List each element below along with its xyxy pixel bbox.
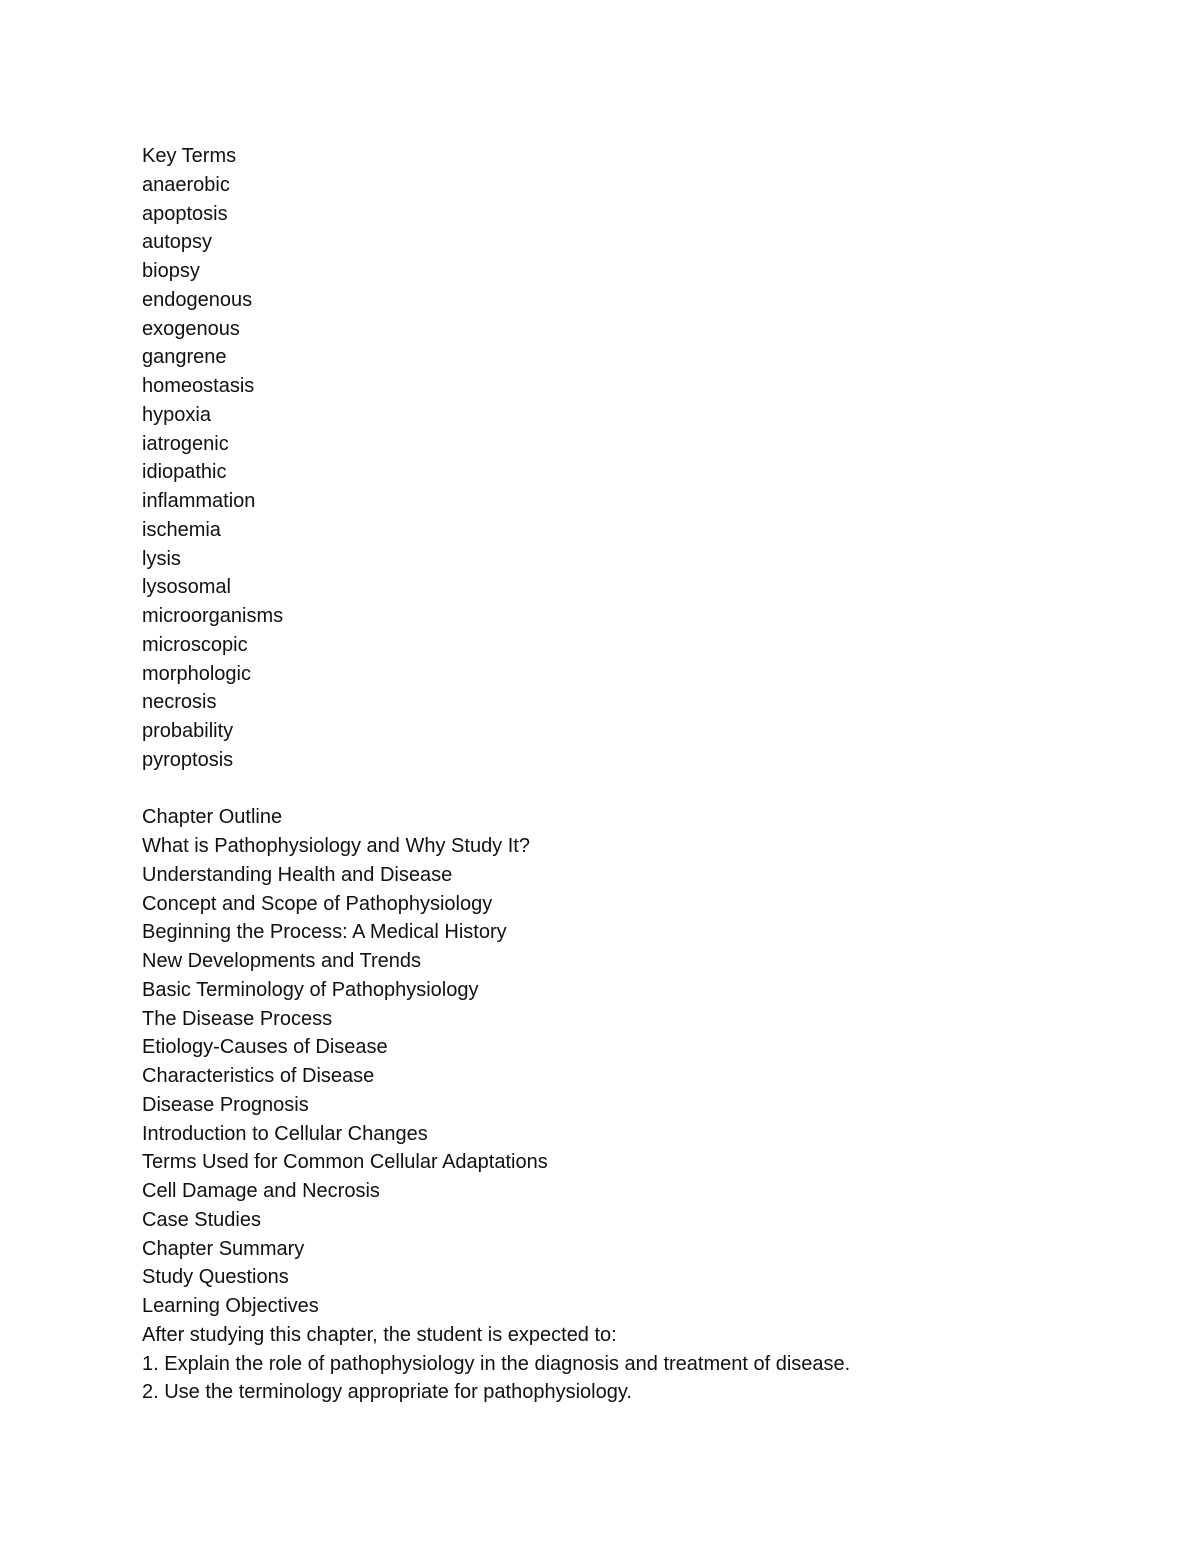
key-term: endogenous [142, 288, 253, 311]
objective-item: 1. Explain the role of pathophysiology in the diagnosis and treatment of disease. [142, 1352, 851, 1375]
key-terms-list [142, 171, 1142, 775]
outline-item: Understanding Health and Disease [142, 863, 453, 886]
outline-item: The Disease Process [142, 1007, 333, 1030]
outline-item: Concept and Scope of Pathophysiology [142, 892, 493, 915]
key-term: autopsy [142, 231, 213, 254]
outline-item: Disease Prognosis [142, 1093, 309, 1116]
outline-item: What is Pathophysiology and Why Study It? [142, 835, 530, 857]
key-term: gangrene [142, 346, 227, 369]
key-term: probability [142, 720, 234, 742]
document-page [142, 142, 1142, 1407]
chapter-outline-list [142, 832, 1142, 1292]
key-term: exogenous [142, 317, 240, 340]
key-term: morphologic [142, 662, 251, 685]
key-term: lysis [142, 547, 181, 570]
key-term: lysosomal [142, 576, 231, 599]
key-term: microorganisms [142, 605, 284, 627]
key-term: microscopic [142, 633, 248, 656]
outline-item: Introduction to Cellular Changes [142, 1122, 428, 1145]
learning-objectives-intro: After studying this chapter, the student is expected to: [142, 1323, 617, 1346]
outline-item: Characteristics of Disease [142, 1065, 375, 1087]
chapter-outline-heading: Chapter Outline [142, 806, 283, 829]
outline-item: Study Questions [142, 1266, 289, 1289]
key-term: idiopathic [142, 461, 227, 484]
outline-item: Basic Terminology of Pathophysiology [142, 978, 479, 1001]
key-term: apoptosis [142, 202, 228, 225]
key-term: iatrogenic [142, 432, 229, 455]
key-term: pyroptosis [142, 748, 234, 771]
key-term: ischemia [142, 518, 221, 541]
outline-item: Chapter Summary [142, 1237, 305, 1260]
outline-item: Etiology-Causes of Disease [142, 1036, 388, 1059]
objective-item: 2. Use the terminology appropriate for pathophysiology. [142, 1381, 632, 1404]
section-spacer [142, 775, 1142, 804]
outline-item: Cell Damage and Necrosis [142, 1180, 380, 1202]
key-term: inflammation [142, 490, 256, 512]
learning-objectives-heading: Learning Objectives [142, 1295, 319, 1317]
key-term: homeostasis [142, 375, 255, 397]
key-term: necrosis [142, 691, 217, 714]
key-terms-heading: Key Terms [142, 145, 237, 167]
learning-objectives-list [142, 1350, 1142, 1408]
outline-item: New Developments and Trends [142, 950, 422, 972]
key-term: hypoxia [142, 403, 211, 426]
outline-item: Case Studies [142, 1208, 261, 1231]
outline-item: Beginning the Process: A Medical History [142, 921, 507, 944]
key-term: biopsy [142, 260, 200, 282]
key-term: anaerobic [142, 173, 230, 196]
outline-item: Terms Used for Common Cellular Adaptations [142, 1151, 548, 1174]
